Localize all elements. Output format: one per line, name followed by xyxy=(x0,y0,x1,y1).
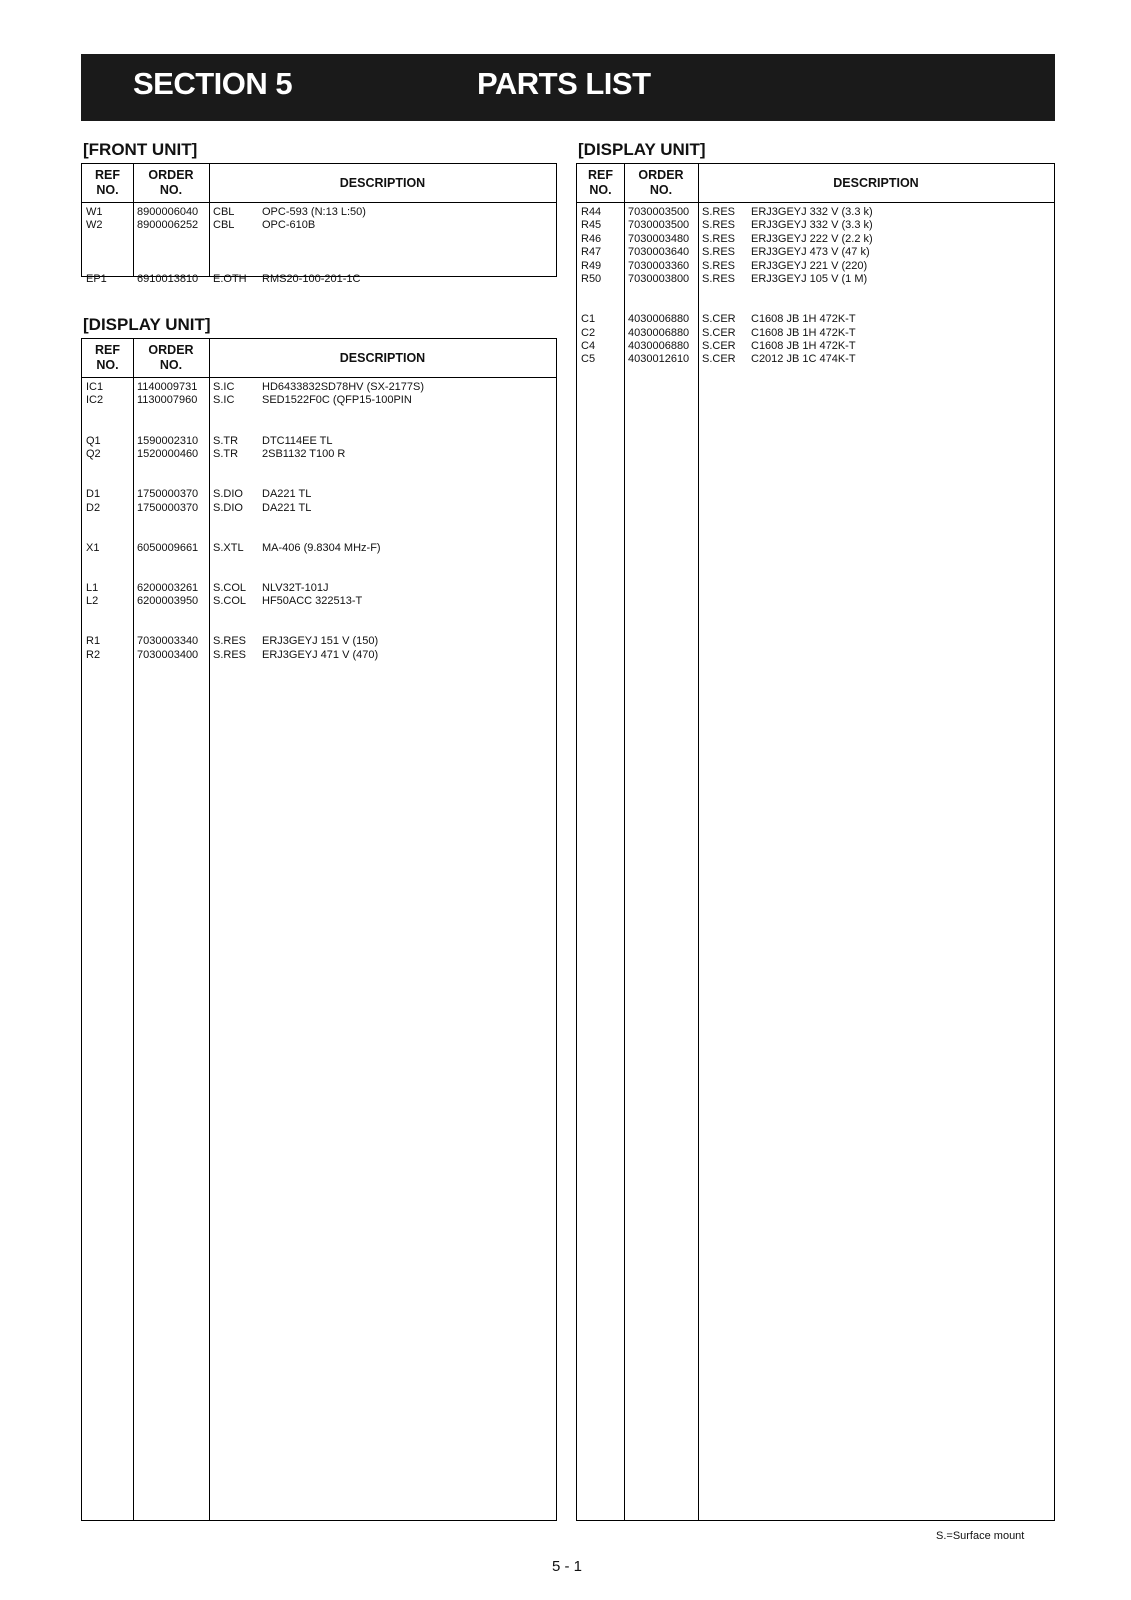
table-row xyxy=(577,219,1054,232)
part-description: ERJ3GEYJ 221 V (220) xyxy=(751,259,868,272)
part-description: DA221 TL xyxy=(262,488,312,501)
part-type: S.COL xyxy=(213,581,247,594)
part-description: OPC-610B xyxy=(262,219,316,232)
order-no: 1750000370 xyxy=(137,501,199,514)
table-row xyxy=(82,502,556,515)
column-divider xyxy=(624,164,625,1520)
order-no: 7030003360 xyxy=(628,259,690,272)
order-no: 4030006880 xyxy=(628,326,690,339)
order-col-header: ORDER NO. xyxy=(148,343,194,372)
order-no: 8900006040 xyxy=(137,206,199,218)
order-no: 4030006880 xyxy=(628,339,690,352)
table-row xyxy=(82,649,556,662)
ref-no: C5 xyxy=(581,353,596,366)
order-no: 7030003640 xyxy=(628,246,690,259)
order-no: 6910013810 xyxy=(137,272,199,285)
part-type: S.CER xyxy=(702,339,736,352)
front-unit-table xyxy=(81,163,557,285)
ref-no: R44 xyxy=(581,206,602,218)
table-row xyxy=(577,233,1054,246)
section-label: SECTION 5 xyxy=(133,66,293,101)
part-description: C2012 JB 1C 474K-T xyxy=(751,353,856,366)
part-description: C1608 JB 1H 472K-T xyxy=(751,339,856,352)
part-type: S.DIO xyxy=(213,501,243,514)
table-header xyxy=(577,164,1054,203)
ref-col-header: REF NO. xyxy=(95,168,120,197)
ref-no: C1 xyxy=(581,313,596,326)
part-description: C1608 JB 1H 472K-T xyxy=(751,313,856,326)
order-no: 1140009731 xyxy=(137,381,198,393)
table-row xyxy=(82,394,556,407)
ref-no: W2 xyxy=(86,219,103,232)
part-type: S.RES xyxy=(702,206,736,218)
blank-row xyxy=(82,233,556,246)
part-type: S.COL xyxy=(213,595,247,608)
part-description: DTC114EE TL xyxy=(262,434,333,447)
order-no: 1750000370 xyxy=(137,488,199,501)
blank-row xyxy=(577,286,1054,299)
ref-no: L2 xyxy=(86,595,99,608)
order-no: 6200003950 xyxy=(137,595,199,608)
blank-row xyxy=(82,609,556,622)
table-row xyxy=(82,635,556,648)
ref-no: D2 xyxy=(86,501,101,514)
table-row xyxy=(577,313,1054,326)
part-description: HD6433832SD78HV (SX-2177S) xyxy=(262,381,425,393)
table-row xyxy=(577,273,1054,286)
part-description: DA221 TL xyxy=(262,501,312,514)
blank-row xyxy=(82,260,556,273)
order-col-header: ORDER NO. xyxy=(638,168,684,197)
ref-no: IC1 xyxy=(86,381,104,393)
part-type: CBL xyxy=(213,219,235,232)
part-description: MA-406 (9.8304 MHz-F) xyxy=(262,541,381,554)
table-row xyxy=(82,381,556,394)
blank-row xyxy=(82,528,556,541)
table-row xyxy=(82,582,556,595)
table-header xyxy=(82,164,556,203)
blank-row xyxy=(82,475,556,488)
table-body xyxy=(577,203,1054,367)
part-type: S.IC xyxy=(213,381,235,393)
ref-no: R1 xyxy=(86,635,101,648)
table-row xyxy=(577,340,1054,353)
order-no: 6200003261 xyxy=(137,581,199,594)
part-type: S.RES xyxy=(213,635,247,648)
part-description: ERJ3GEYJ 151 V (150) xyxy=(262,635,379,648)
ref-col-header: REF NO. xyxy=(588,168,613,197)
display-unit-title-right: [DISPLAY UNIT] xyxy=(578,140,706,159)
order-no: 7030003480 xyxy=(628,232,690,245)
blank-row xyxy=(82,461,556,474)
surface-mount-note: S.=Surface mount xyxy=(936,1530,1025,1542)
order-no: 7030003400 xyxy=(137,648,199,661)
part-type: E.OTH xyxy=(213,272,247,285)
table-row xyxy=(82,448,556,461)
ref-no: R2 xyxy=(86,648,101,661)
ref-col-header: REF NO. xyxy=(95,343,120,372)
table-row xyxy=(577,206,1054,219)
desc-col-header: DESCRIPTION xyxy=(339,175,426,190)
part-type: S.CER xyxy=(702,353,736,366)
blank-row xyxy=(82,515,556,528)
ref-no: X1 xyxy=(86,541,100,554)
front-unit-title: [FRONT UNIT] xyxy=(83,140,198,159)
part-type: S.RES xyxy=(213,648,247,661)
page-title: PARTS LIST xyxy=(477,66,651,101)
part-description: RMS20-100-201-1C xyxy=(262,272,361,285)
ref-no: Q2 xyxy=(86,447,101,460)
order-no: 4030012610 xyxy=(628,353,690,366)
table-row xyxy=(82,273,556,286)
ref-no: R46 xyxy=(581,232,602,245)
part-type: S.RES xyxy=(702,272,736,285)
ref-no: Q1 xyxy=(86,434,101,447)
blank-row xyxy=(577,300,1054,313)
part-type: S.DIO xyxy=(213,488,243,501)
blank-row xyxy=(82,568,556,581)
table-row xyxy=(82,219,556,232)
order-no: 7030003500 xyxy=(628,219,690,232)
table-row xyxy=(82,488,556,501)
part-description: ERJ3GEYJ 471 V (470) xyxy=(262,648,379,661)
ref-no: R47 xyxy=(581,246,602,259)
table-row xyxy=(82,435,556,448)
order-col-header: ORDER NO. xyxy=(148,168,194,197)
order-no: 7030003500 xyxy=(628,206,690,218)
part-type: S.RES xyxy=(702,259,736,272)
table-row xyxy=(577,260,1054,273)
section-header xyxy=(81,54,1055,121)
part-description: HF50ACC 322513-T xyxy=(262,595,363,608)
part-type: S.CER xyxy=(702,326,736,339)
part-type: S.IC xyxy=(213,394,235,407)
table-header xyxy=(82,339,556,378)
table-body xyxy=(82,378,556,662)
part-type: S.RES xyxy=(702,246,736,259)
part-type: CBL xyxy=(213,206,235,218)
part-description: ERJ3GEYJ 332 V (3.3 k) xyxy=(751,206,873,218)
ref-no: L1 xyxy=(86,581,99,594)
ref-no: C2 xyxy=(581,326,596,339)
part-description: ERJ3GEYJ 332 V (3.3 k) xyxy=(751,219,873,232)
order-no: 1590002310 xyxy=(137,434,199,447)
desc-col-header: DESCRIPTION xyxy=(339,350,426,365)
part-description: C1608 JB 1H 472K-T xyxy=(751,326,856,339)
ref-no: W1 xyxy=(86,206,103,218)
ref-no: EP1 xyxy=(86,272,107,285)
part-type: S.TR xyxy=(213,434,239,447)
blank-row xyxy=(82,622,556,635)
display-unit-table-right xyxy=(576,163,1055,1521)
desc-col-header: DESCRIPTION xyxy=(833,175,919,190)
part-description: ERJ3GEYJ 105 V (1 M) xyxy=(751,272,868,285)
part-type: S.XTL xyxy=(213,541,244,554)
table-row xyxy=(577,246,1054,259)
part-type: S.CER xyxy=(702,313,736,326)
ref-no: R50 xyxy=(581,272,602,285)
part-type: S.RES xyxy=(702,219,736,232)
order-no: 8900006252 xyxy=(137,219,199,232)
part-description: OPC-593 (N:13 L:50) xyxy=(262,206,366,218)
part-description: NLV32T-101J xyxy=(262,581,329,594)
ref-no: D1 xyxy=(86,488,101,501)
ref-no: R49 xyxy=(581,259,602,272)
part-description: 2SB1132 T100 R xyxy=(262,447,346,460)
ref-no: IC2 xyxy=(86,394,104,407)
table-row xyxy=(577,353,1054,366)
part-type: S.RES xyxy=(702,232,736,245)
ref-no: C4 xyxy=(581,339,596,352)
ref-no: R45 xyxy=(581,219,602,232)
page-number: 5 - 1 xyxy=(552,1558,583,1575)
part-description: SED1522F0C (QFP15-100PIN xyxy=(262,394,412,407)
order-no: 4030006880 xyxy=(628,313,690,326)
order-no: 1130007960 xyxy=(137,394,198,407)
part-description: ERJ3GEYJ 473 V (47 k) xyxy=(751,246,870,259)
part-type: S.TR xyxy=(213,447,239,460)
blank-row xyxy=(82,421,556,434)
order-no: 7030003800 xyxy=(628,272,690,285)
blank-row xyxy=(82,408,556,421)
part-description: ERJ3GEYJ 222 V (2.2 k) xyxy=(751,232,873,245)
order-no: 7030003340 xyxy=(137,635,199,648)
blank-row xyxy=(82,246,556,259)
column-divider xyxy=(698,164,699,1520)
display-unit-table-left xyxy=(81,338,557,1521)
table-row xyxy=(82,206,556,219)
blank-row xyxy=(82,555,556,568)
table-row xyxy=(82,595,556,608)
table-row xyxy=(577,327,1054,340)
order-no: 6050009661 xyxy=(137,541,199,554)
order-no: 1520000460 xyxy=(137,447,199,460)
display-unit-title-left: [DISPLAY UNIT] xyxy=(83,315,211,334)
table-row xyxy=(82,542,556,555)
table-body xyxy=(82,203,556,286)
